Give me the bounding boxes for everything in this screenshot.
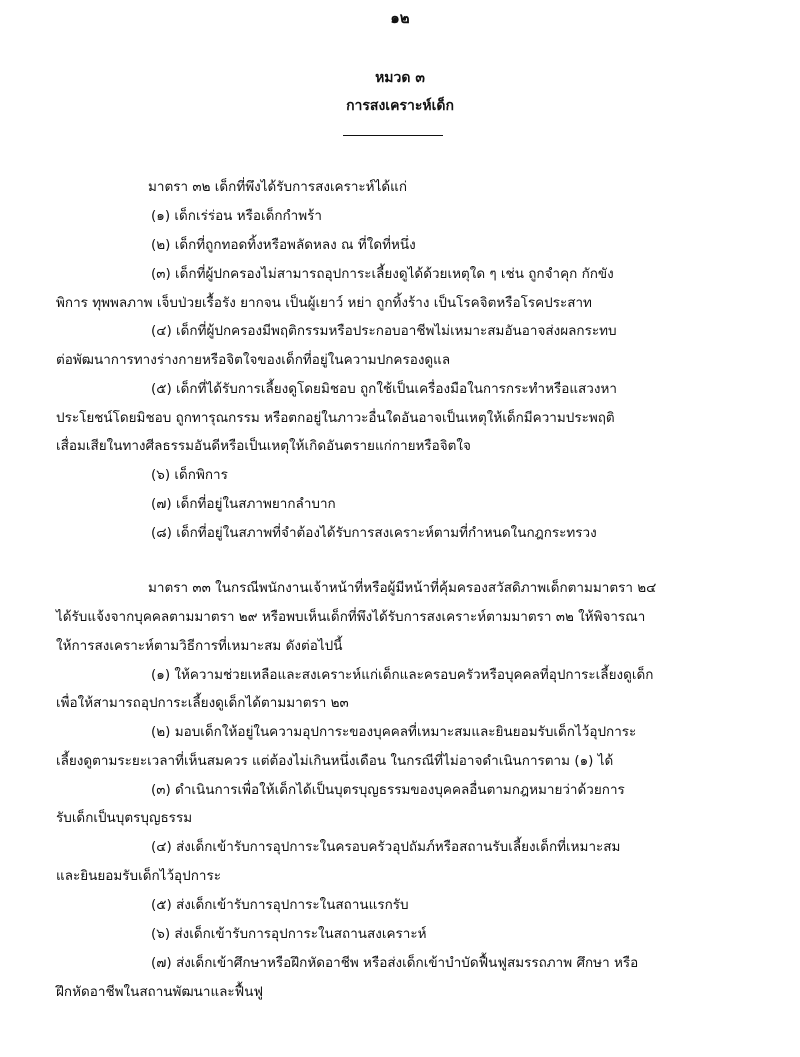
paragraph-line: (๔) ส่งเด็กเข้ารับการอุปการะในครอบครัวอุปถัมภ์หรือสถานรับเลี้ยงเด็กที่เหมาะสม: [151, 839, 621, 855]
paragraph-line: (๓) ดำเนินการเพื่อให้เด็กได้เป็นบุตรบุญธรรมของบุคคลอื่นตามกฎหมายว่าด้วยการ: [151, 782, 625, 798]
paragraph-line: (๕) เด็กที่ได้รับการเลี้ยงดูโดยมิชอบ ถูกใช้เป็นเครื่องมือในการกระทำหรือแสวงหา: [151, 381, 617, 397]
chapter-divider: [343, 135, 443, 136]
paragraph-line: (๖) ส่งเด็กเข้ารับการอุปการะในสถานสงเคราะห์: [151, 926, 427, 942]
paragraph-line: รับเด็กเป็นบุตรบุญธรรม: [56, 810, 193, 826]
paragraph-line: (๑) ให้ความช่วยเหลือและสงเคราะห์แก่เด็กและครอบครัวหรือบุคคลที่อุปการะเลี้ยงดูเด็ก: [151, 667, 654, 683]
chapter-title: หมวด ๓: [375, 70, 425, 86]
section-32-heading: มาตรา ๓๒ เด็กที่พึงได้รับการสงเคราะห์ได้แก่: [148, 179, 408, 195]
section-33-heading: มาตรา ๓๓ ในกรณีพนักงานเจ้าหน้าที่หรือผู้มีหน้าที่คุ้มครองสวัสดิภาพเด็กตามมาตรา ๒๔: [148, 580, 657, 596]
chapter-subtitle: การสงเคราะห์เด็ก: [346, 98, 454, 114]
paragraph-line: เลี้ยงดูตามระยะเวลาที่เห็นสมควร แต่ต้องไม่เกินหนึ่งเดือน ในกรณีที่ไม่อาจดำเนินการตาม (๑) ได้: [56, 753, 614, 769]
paragraph-line: (๑) เด็กเร่ร่อน หรือเด็กกำพร้า: [151, 208, 322, 224]
paragraph-line: (๒) มอบเด็กให้อยู่ในความอุปการะของบุคคลที่เหมาะสมและยินยอมรับเด็กไว้อุปการะ: [151, 724, 637, 740]
chapter-heading: [0, 64, 800, 120]
paragraph-line: (๓) เด็กที่ผู้ปกครองไม่สามารถอุปการะเลี้ยงดูได้ด้วยเหตุใด ๆ เช่น ถูกจำคุก กักขัง: [151, 266, 614, 282]
paragraph-line: เสื่อมเสียในทางศีลธรรมอันดีหรือเป็นเหตุให้เกิดอันตรายแก่กายหรือจิตใจ: [56, 438, 471, 454]
paragraph-line: ฝึกหัดอาชีพในสถานพัฒนาและฟื้นฟู: [56, 984, 264, 1000]
paragraph-line: (๔) เด็กที่ผู้ปกครองมีพฤติกรรมหรือประกอบอาชีพไม่เหมาะสมอันอาจส่งผลกระทบ: [151, 323, 617, 339]
paragraph-line: ประโยชน์โดยมิชอบ ถูกทารุณกรรม หรือตกอยู่ในภาวะอื่นใดอันอาจเป็นเหตุให้เด็กมีความประพฤติ: [56, 410, 615, 426]
paragraph-line: และยินยอมรับเด็กไว้อุปการะ: [56, 868, 221, 884]
paragraph-line: (๕) ส่งเด็กเข้ารับการอุปการะในสถานแรกรับ: [151, 897, 409, 913]
paragraph-line: (๒) เด็กที่ถูกทอดทิ้งหรือพลัดหลง ณ ที่ใดที่หนึ่ง: [151, 237, 416, 253]
paragraph-line: ได้รับแจ้งจากบุคคลตามมาตรา ๒๙ หรือพบเห็นเด็กที่พึงได้รับการสงเคราะห์ตามมาตรา ๓๒ ให้พิจารณา: [56, 609, 646, 625]
paragraph-line: (๗) ส่งเด็กเข้าศึกษาหรือฝึกหัดอาชีพ หรือส่งเด็กเข้าบำบัดฟื้นฟูสมรรถภาพ ศึกษา หรือ: [151, 955, 639, 971]
paragraph-line: (๗) เด็กที่อยู่ในสภาพยากลำบาก: [151, 496, 336, 512]
paragraph-line: เพื่อให้สามารถอุปการะเลี้ยงดูเด็กได้ตามมาตรา ๒๓: [56, 695, 349, 711]
paragraph-line: (๖) เด็กพิการ: [151, 467, 228, 483]
paragraph-line: ต่อพัฒนาการทางร่างกายหรือจิตใจของเด็กที่อยู่ในความปกครองดูแล: [56, 352, 451, 368]
paragraph-line: (๘) เด็กที่อยู่ในสภาพที่จำต้องได้รับการสงเคราะห์ตามที่กำหนดในกฎกระทรวง: [151, 525, 597, 541]
paragraph-line: พิการ ทุพพลภาพ เจ็บป่วยเรื้อรัง ยากจน เป็นผู้เยาว์ หย่า ถูกทิ้งร้าง เป็นโรคจิตหรือโรคประสาท: [56, 295, 592, 311]
paragraph-line: ให้การสงเคราะห์ตามวิธีการที่เหมาะสม ดังต่อไปนี้: [56, 638, 343, 654]
page-number: ๑๒: [390, 9, 410, 27]
